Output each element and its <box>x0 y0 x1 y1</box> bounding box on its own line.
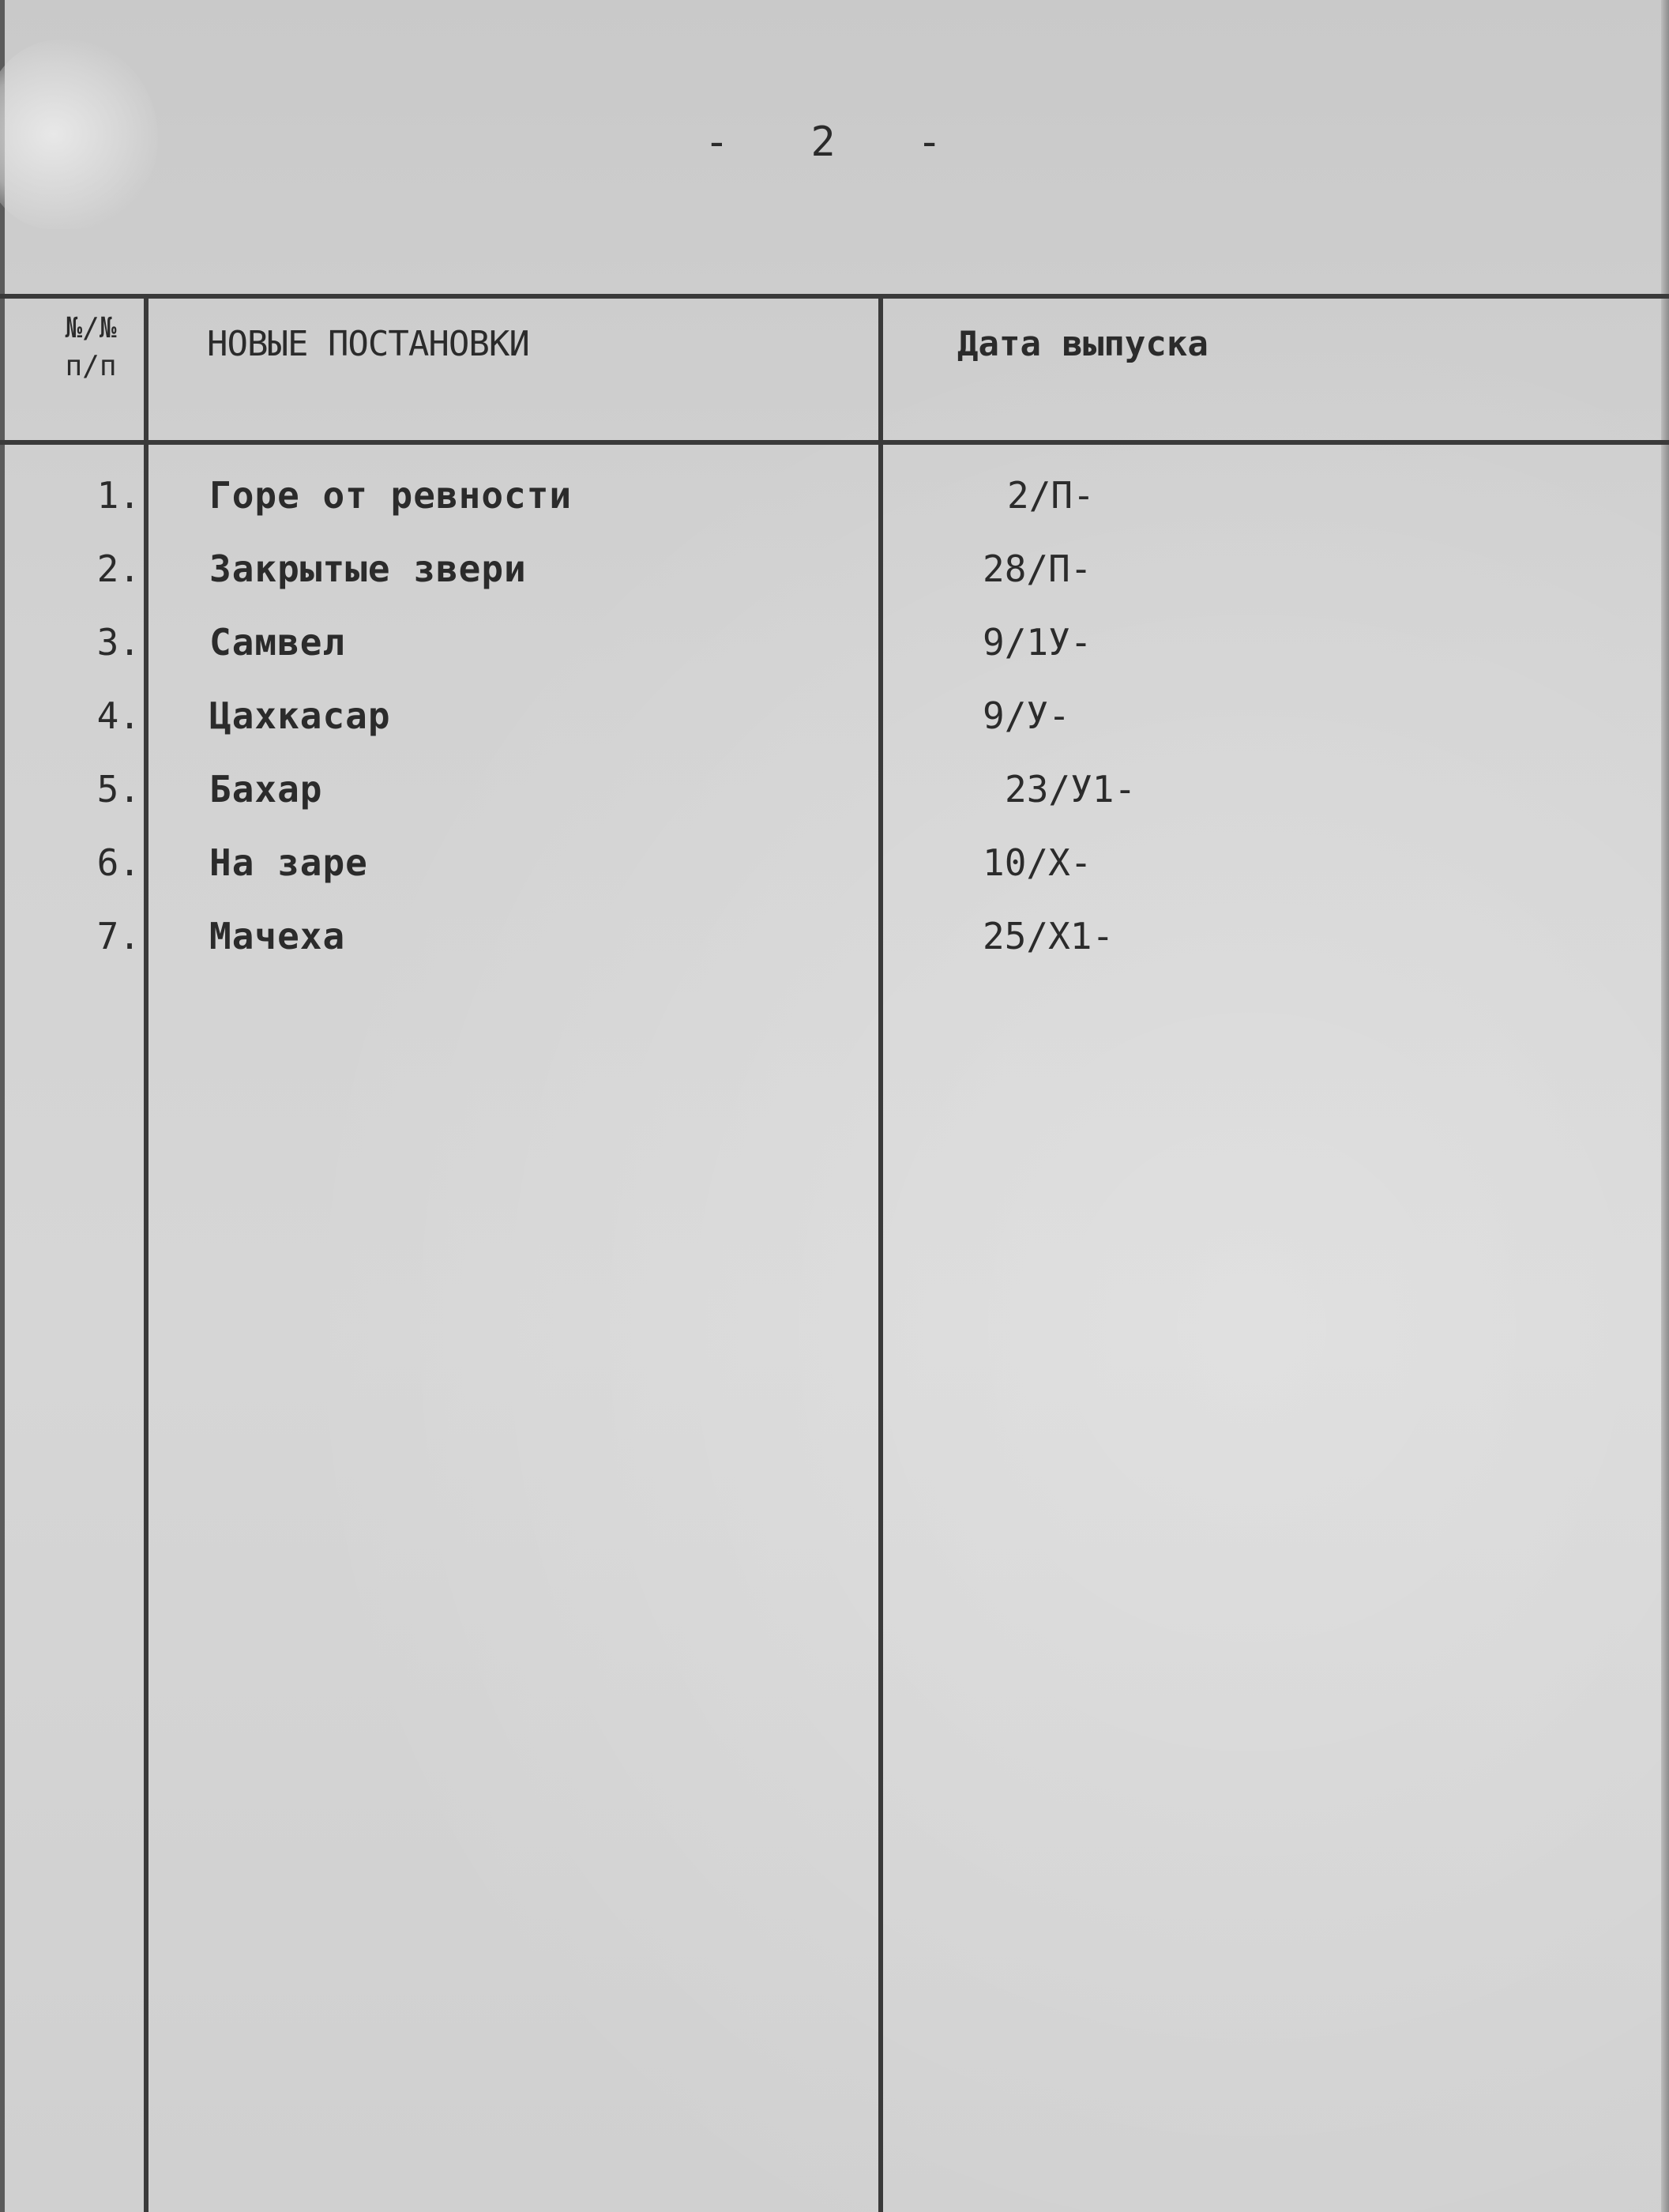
release-date: 9/1У- <box>983 621 1092 664</box>
release-date: 25/Х1- <box>983 915 1115 957</box>
table-row <box>0 694 1669 768</box>
table-row <box>0 841 1669 915</box>
release-date: 23/У1- <box>1005 768 1137 811</box>
release-date: 9/У- <box>983 694 1070 737</box>
table-row <box>0 474 1669 547</box>
production-title: Самвел <box>209 621 346 664</box>
table-top-rule <box>0 294 1669 299</box>
row-number: 5. <box>96 768 141 811</box>
header-productions-column: НОВЫЕ ПОСТАНОВКИ <box>207 324 529 364</box>
table-row <box>0 547 1669 621</box>
production-title: Горе от ревности <box>209 474 573 517</box>
release-date: 2/П- <box>1007 474 1095 517</box>
production-title: Закрытые звери <box>209 547 527 590</box>
table-row <box>0 915 1669 988</box>
page-edge-right <box>1661 0 1669 2212</box>
header-number-column: №/№ п/п <box>65 312 117 382</box>
release-date: 10/Х- <box>983 841 1092 884</box>
row-number: 2. <box>96 547 141 590</box>
table-header-rule <box>0 440 1669 445</box>
row-number: 6. <box>96 841 141 884</box>
page-number: - 2 - <box>704 118 971 166</box>
production-title: Бахар <box>209 768 323 811</box>
production-title: На заре <box>209 841 368 884</box>
row-number: 4. <box>96 694 141 737</box>
row-number: 1. <box>96 474 141 517</box>
table-row <box>0 768 1669 841</box>
paper-stain <box>0 40 158 229</box>
page-edge-left <box>0 0 5 2212</box>
release-date: 28/П- <box>983 547 1092 590</box>
header-release-date-column: Дата выпуска <box>957 324 1209 364</box>
production-title: Цахкасар <box>209 694 391 737</box>
row-number: 3. <box>96 621 141 664</box>
production-title: Мачеха <box>209 915 346 957</box>
table-row <box>0 621 1669 694</box>
row-number: 7. <box>96 915 141 957</box>
